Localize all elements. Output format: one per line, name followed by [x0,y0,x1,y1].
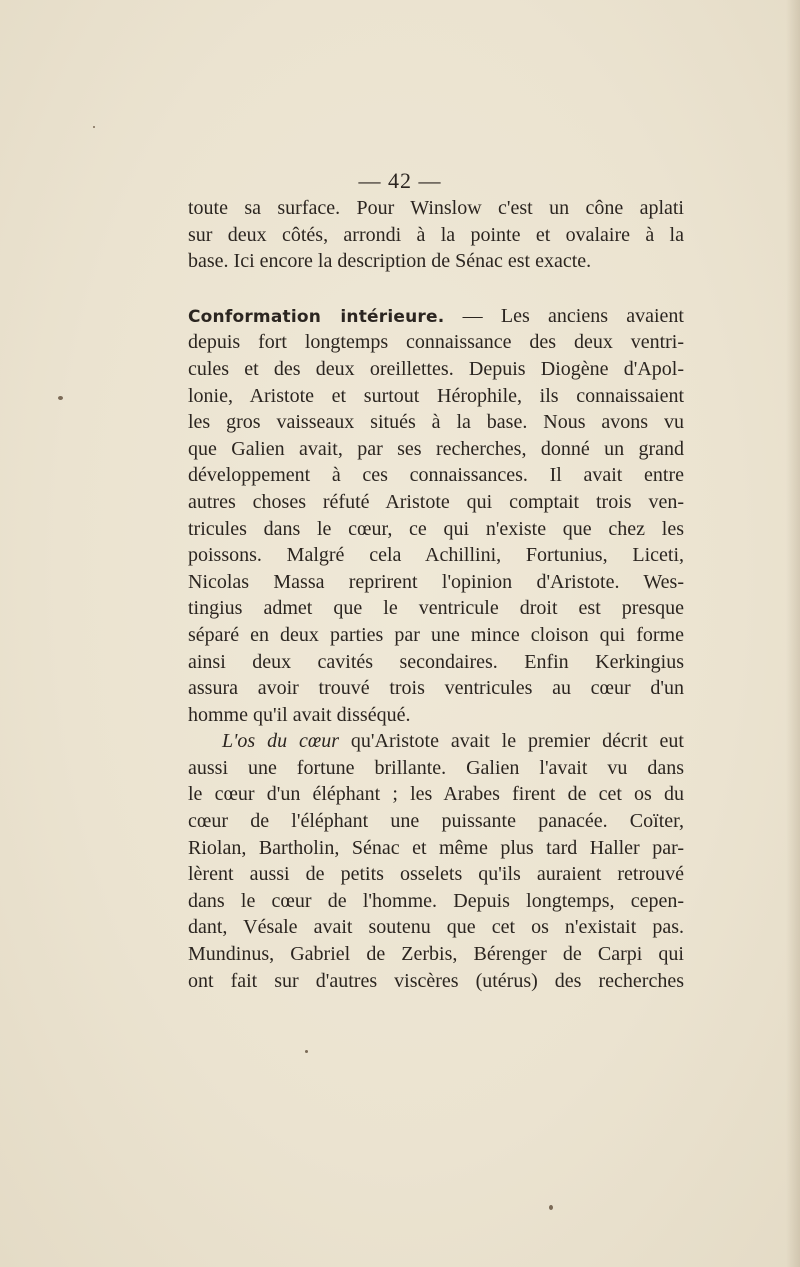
text-line: base. Ici encore la description de Sénac est exacte. [188,250,592,273]
text-line: le cœur d'un éléphant ; les Arabes firent de cet os du [188,783,684,806]
text-line: séparé en deux parties par une mince cloison qui forme [188,623,684,646]
text-line: lèrent aussi de petits osselets qu'ils auraient retrouvé [188,863,684,886]
paragraph-1 [188,195,684,275]
text-line: les gros vaisseaux situés à la base. Nous avons vu [188,411,684,434]
text-line: assura avoir trouvé trois ventricules au cœur d'un [188,677,684,700]
paragraph-2 [188,303,684,729]
paper-speck [305,1050,308,1053]
italic-line-rest: qu'Aristote avait le premier décrit eut [339,730,684,753]
text-line: cœur de l'éléphant une puissante panacée. Coïter, [188,810,684,833]
text-line: sur deux côtés, arrondi à la pointe et ovalaire à la [188,223,684,246]
text-line: cules et des deux oreillettes. Depuis Diogène d'Apol- [188,357,684,380]
text-line: développement à ces connaissances. Il avait entre [188,464,684,487]
paragraph-3 [188,728,684,994]
text-line: Riolan, Bartholin, Sénac et même plus tard Haller par- [188,836,684,859]
text-line [188,303,684,330]
page-number: — 42 — [358,168,442,193]
text-line: poissons. Malgré cela Achillini, Fortunius, Liceti, [188,544,684,567]
paper-speck [549,1205,553,1210]
text-line: que Galien avait, par ses recherches, donné un grand [188,437,684,460]
text-line: toute sa surface. Pour Winslow c'est un cône aplati [188,197,684,219]
text-line: homme qu'il avait disséqué. [188,703,411,726]
text-line: dans le cœur de l'homme. Depuis longtemps, cepen- [188,889,684,912]
italic-phrase: L'os du cœur [222,730,340,753]
text-line: dant, Vésale avait soutenu que cet os n'existait pas. [188,916,684,939]
text-line: aussi une fortune brillante. Galien l'avait vu dans [188,756,684,779]
heading-line-rest: — Les anciens avaient [444,304,684,327]
text-line: Mundinus, Gabriel de Zerbis, Bérenger de Carpi qui [188,943,684,966]
body-text [188,195,684,994]
text-line: tingius admet que le ventricule droit est presque [188,597,684,620]
text-line: lonie, Aristote et surtout Hérophile, ils connaissaient [188,384,684,407]
text-line: ont fait sur d'autres viscères (utérus) des recherches [188,969,684,992]
text-line: depuis fort longtemps connaissance des deux ventri- [188,331,684,354]
text-line: tricules dans le cœur, ce qui n'existe que chez les [188,517,684,540]
section-heading: Conformation intérieure. [188,306,445,327]
text-line: Nicolas Massa reprirent l'opinion d'Aristote. Wes- [188,570,684,593]
text-line: ainsi deux cavités secondaires. Enfin Kerkingius [188,650,684,673]
paper-speck [93,126,95,128]
paragraph-gap [188,275,684,303]
text-line [188,728,684,755]
paper-speck [58,396,63,400]
text-line: autres choses réfuté Aristote qui comptait trois ven- [188,490,684,513]
